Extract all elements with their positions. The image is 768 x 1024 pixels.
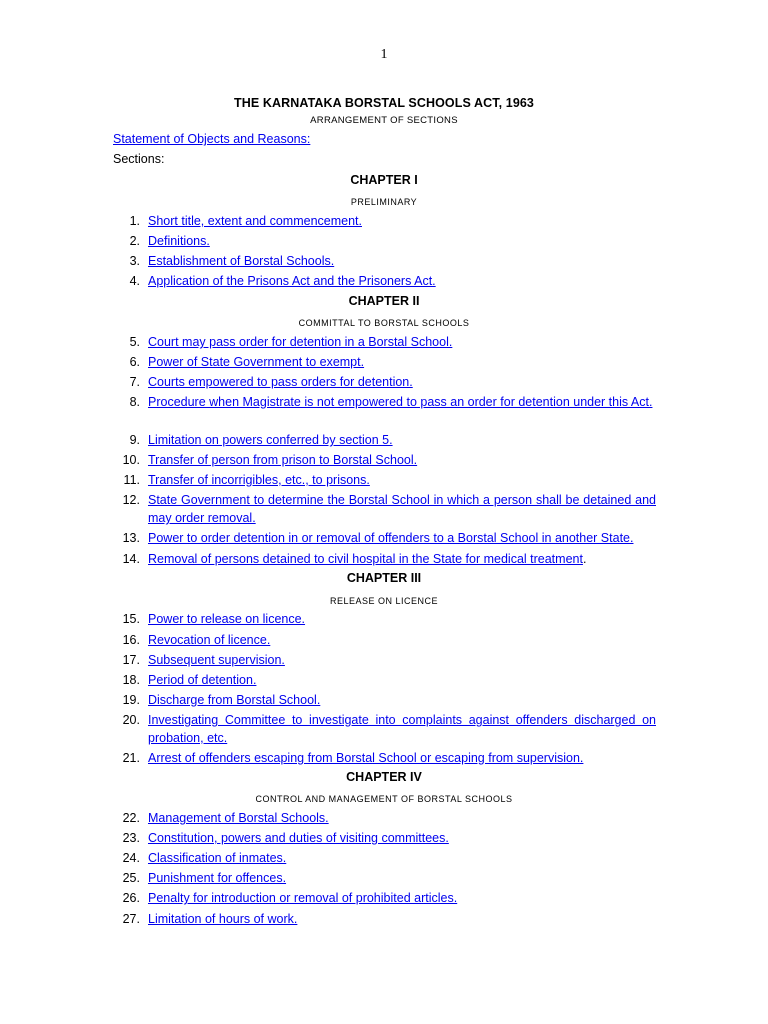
statement-of-objects-link[interactable]: Statement of Objects and Reasons: xyxy=(113,132,311,146)
section-link-20[interactable]: Investigating Committee to investigate into complaints against offenders discharged on probation, etc. xyxy=(148,713,656,745)
section-number: 15. xyxy=(122,612,140,626)
list-item xyxy=(110,550,656,568)
list-item xyxy=(110,651,656,669)
list-item xyxy=(110,849,656,867)
section-link-9[interactable]: Limitation on powers conferred by section 5. xyxy=(148,433,393,447)
section-link-5[interactable]: Court may pass order for detention in a Borstal School. xyxy=(148,335,453,349)
section-number: 18. xyxy=(122,673,140,687)
section-number: 12. xyxy=(122,493,140,507)
section-link-1[interactable]: Short title, extent and commencement. xyxy=(148,214,362,228)
section-number: 9. xyxy=(129,433,140,447)
section-number: 2. xyxy=(129,234,140,248)
list-item xyxy=(110,631,656,649)
section-number: 6. xyxy=(129,355,140,369)
section-number: 3. xyxy=(129,254,140,268)
section-number: 21. xyxy=(122,751,140,765)
section-link-2[interactable]: Definitions. xyxy=(148,234,210,248)
section-link-13[interactable]: Power to order detention in or removal of offenders to a Borstal School in another State. xyxy=(148,531,634,545)
section-link-4[interactable]: Application of the Prisons Act and the Prisoners Act. xyxy=(148,274,436,288)
chapter-3-heading: CHAPTER III xyxy=(346,571,422,585)
list-item xyxy=(110,393,656,411)
document-subtitle: ARRANGEMENT OF SECTIONS xyxy=(310,115,458,126)
section-link-24[interactable]: Classification of inmates. xyxy=(148,851,287,865)
list-item xyxy=(110,212,656,230)
chapter-2-subtitle: COMMITTAL TO BORSTAL SCHOOLS xyxy=(298,318,470,328)
sections-label: Sections: xyxy=(113,152,165,166)
chapter-4-subtitle: CONTROL AND MANAGEMENT OF BORSTAL SCHOOLS xyxy=(255,794,513,804)
section-link-8[interactable]: Procedure when Magistrate is not empowered to pass an order for detention under this Act. xyxy=(148,395,653,409)
list-item xyxy=(110,829,656,847)
section-link-12[interactable]: State Government to determine the Borstal School in which a person shall be detained and may order removal. xyxy=(148,493,656,525)
section-number: 26. xyxy=(122,891,140,905)
list-item xyxy=(110,232,656,250)
section-number: 5. xyxy=(129,335,140,349)
list-item xyxy=(110,272,656,290)
section-link-18[interactable]: Period of detention. xyxy=(148,673,257,687)
section-number: 11. xyxy=(123,473,140,487)
list-item xyxy=(110,809,656,827)
section-number: 16. xyxy=(122,633,140,647)
section-number: 17. xyxy=(122,653,140,667)
section-number: 19. xyxy=(122,693,140,707)
chapter-3-subtitle: RELEASE ON LICENCE xyxy=(329,596,439,606)
section-number: 8. xyxy=(129,395,140,409)
section-number: 13. xyxy=(122,531,140,545)
list-item xyxy=(110,471,656,489)
statement-of-objects-link-wrap xyxy=(113,132,310,146)
section-link-16[interactable]: Revocation of licence. xyxy=(148,633,271,647)
list-item xyxy=(110,451,656,469)
section-link-23[interactable]: Constitution, powers and duties of visiting committees. xyxy=(148,831,449,845)
section-number: 1. xyxy=(129,214,140,228)
list-item xyxy=(110,333,656,351)
chapter-1-heading: CHAPTER I xyxy=(350,173,418,187)
section-link-26[interactable]: Penalty for introduction or removal of prohibited articles. xyxy=(148,891,458,905)
list-item xyxy=(110,610,656,628)
section-number: 4. xyxy=(129,274,140,288)
section-link-22[interactable]: Management of Borstal Schools. xyxy=(148,811,329,825)
list-item xyxy=(110,353,656,371)
document-title: THE KARNATAKA BORSTAL SCHOOLS ACT, 1963 xyxy=(234,96,534,110)
chapter-1-subtitle: PRELIMINARY xyxy=(350,197,418,207)
section-number: 23. xyxy=(122,831,140,845)
list-item xyxy=(110,529,656,547)
section-link-19[interactable]: Discharge from Borstal School. xyxy=(148,693,321,707)
section-link-10[interactable]: Transfer of person from prison to Borstal School. xyxy=(148,453,418,467)
section-number: 27. xyxy=(122,912,140,926)
chapter-4-heading: CHAPTER IV xyxy=(346,770,422,784)
list-item xyxy=(110,910,656,928)
section-link-11[interactable]: Transfer of incorrigibles, etc., to prisons. xyxy=(148,473,370,487)
chapter-2-heading: CHAPTER II xyxy=(348,294,420,308)
section-number: 7. xyxy=(129,375,140,389)
list-item xyxy=(110,671,656,689)
list-item xyxy=(110,491,656,527)
section-number: 14. xyxy=(122,552,140,566)
section-link-17[interactable]: Subsequent supervision. xyxy=(148,653,285,667)
section-link-27[interactable]: Limitation of hours of work. xyxy=(148,912,298,926)
section-link-3[interactable]: Establishment of Borstal Schools. xyxy=(148,254,335,268)
section-number: 25. xyxy=(122,871,140,885)
section-suffix: . xyxy=(582,552,587,566)
section-link-21[interactable]: Arrest of offenders escaping from Borstal School or escaping from supervision. xyxy=(148,751,584,765)
section-number: 20. xyxy=(122,713,140,727)
list-item xyxy=(110,252,656,270)
section-number: 22. xyxy=(122,811,140,825)
section-number: 10. xyxy=(122,453,140,467)
section-link-15[interactable]: Power to release on licence. xyxy=(148,612,306,626)
section-link-25[interactable]: Punishment for offences. xyxy=(148,871,287,885)
section-link-6[interactable]: Power of State Government to exempt. xyxy=(148,355,365,369)
list-item xyxy=(110,431,656,449)
list-item xyxy=(110,869,656,887)
list-item xyxy=(110,889,656,907)
list-item xyxy=(110,711,656,747)
list-item xyxy=(110,691,656,709)
page-number: 1 xyxy=(380,47,388,62)
list-item xyxy=(110,749,656,767)
list-item xyxy=(110,373,656,391)
section-link-14[interactable]: Removal of persons detained to civil hospital in the State for medical treatment xyxy=(148,552,583,566)
section-number: 24. xyxy=(122,851,140,865)
section-link-7[interactable]: Courts empowered to pass orders for detention. xyxy=(148,375,413,389)
